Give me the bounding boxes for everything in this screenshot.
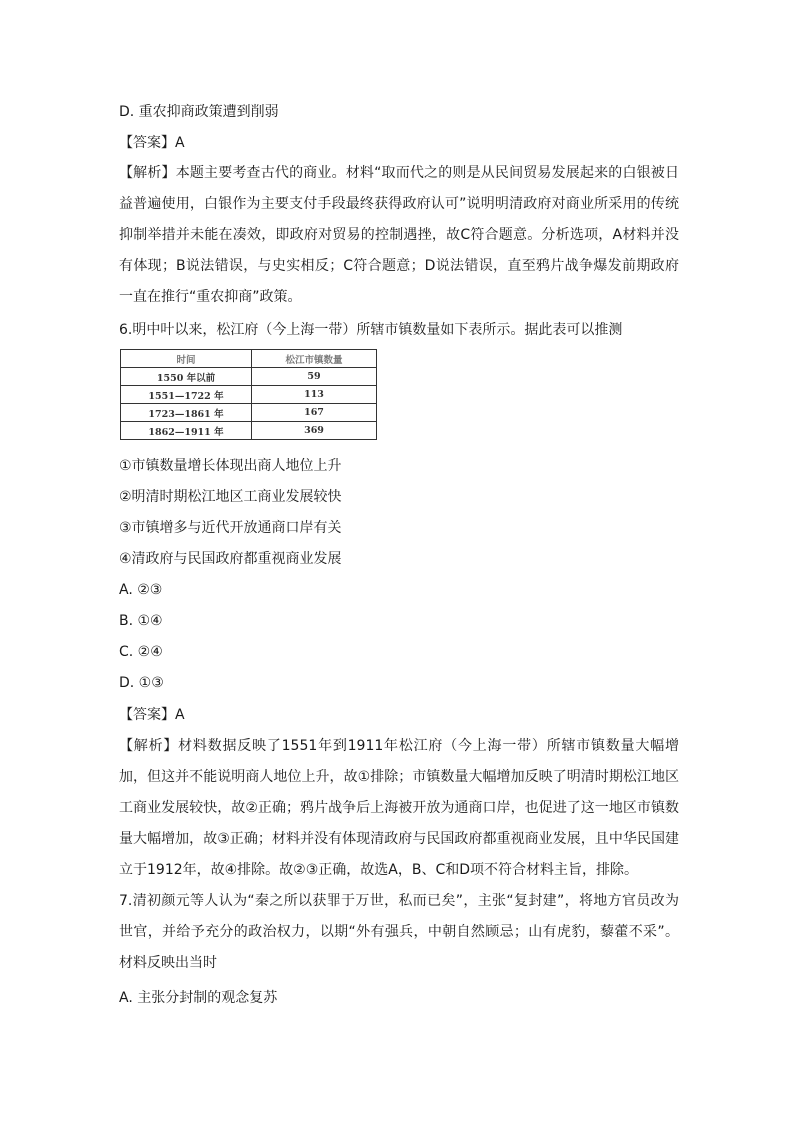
table-header-count: 松江市镇数量 — [252, 350, 377, 368]
q6-statement-4: ④清政府与民国政府都重视商业发展 — [119, 551, 342, 567]
table-header-time: 时间 — [121, 350, 252, 368]
table-row — [121, 368, 377, 386]
table-cell-count: 113 — [252, 386, 377, 404]
q6-option-b: B. ①④ — [119, 613, 163, 629]
q6-option-a: A. ②③ — [119, 582, 163, 598]
table-header-row — [121, 350, 377, 368]
q5-option-d: D. 重农抑商政策遭到削弱 — [119, 104, 279, 120]
q7-stem: 7.清初颜元等人认为“秦之所以获罪于万世，私而已矣”，主张“复封建”，将地方官员改为世官，并给予充分的政治权力，以期“外有强兵，中朝自然顾忌；山有虎豹，藜藿不采”。材料反映出当时 — [119, 893, 679, 971]
q7-option-a: A. 主张分封制的观念复苏 — [119, 990, 278, 1006]
q6-option-c: C. ②④ — [119, 644, 163, 660]
table-row — [121, 386, 377, 404]
table-row — [121, 404, 377, 422]
q6-answer: 【答案】A — [119, 707, 185, 723]
table-cell-count: 369 — [252, 422, 377, 440]
q6-option-d: D. ①③ — [119, 675, 164, 691]
q6-stem: 6.明中叶以来，松江府（今上海一带）所辖市镇数量如下表所示。据此表可以推测 — [119, 322, 623, 338]
q6-statement-2: ②明清时期松江地区工商业发展较快 — [119, 489, 342, 505]
table-cell-period: 1551—1722 年 — [121, 386, 252, 404]
market-town-table — [120, 349, 377, 440]
q5-analysis: 【解析】本题主要考查古代的商业。材料“取而代之的则是从民间贸易发展起来的白银被日益普遍使用，白银作为主要支付手段最终获得政府认可”说明明清政府对商业所采用的传统抑制举措并未能在凑效，即政府对贸易的控制遇挫，故C符合题意。分析选项，A材料并没有体现；B说法错误，与史实相反；C符合题意；D说法错误，直至鸦片战争爆发前期政府一直在推行“重农抑商”政策。 — [119, 165, 679, 305]
table-row — [121, 422, 377, 440]
table-cell-period: 1862—1911 年 — [121, 422, 252, 440]
q6-analysis: 【解析】材料数据反映了1551年到1911年松江府（今上海一带）所辖市镇数量大幅增加，但这并不能说明商人地位上升，故①排除；市镇数量大幅增加反映了明清时期松江地区工商业发展较快，故②正确；鸦片战争后上海被开放为通商口岸，也促进了这一地区市镇数量大幅增加，故③正确；材料并没有体现清政府与民国政府都重视商业发展，且中华民国建立于1912年，故④排除。故②③正确，故选A，B、C和D项不符合材料主旨，排除。 — [119, 738, 679, 878]
q6-statement-1: ①市镇数量增长体现出商人地位上升 — [119, 458, 342, 474]
q5-answer: 【答案】A — [119, 135, 185, 151]
q6-statement-3: ③市镇增多与近代开放通商口岸有关 — [119, 520, 342, 536]
table-cell-period: 1550 年以前 — [121, 368, 252, 386]
table-cell-count: 167 — [252, 404, 377, 422]
table-cell-period: 1723—1861 年 — [121, 404, 252, 422]
table-cell-count: 59 — [252, 368, 377, 386]
